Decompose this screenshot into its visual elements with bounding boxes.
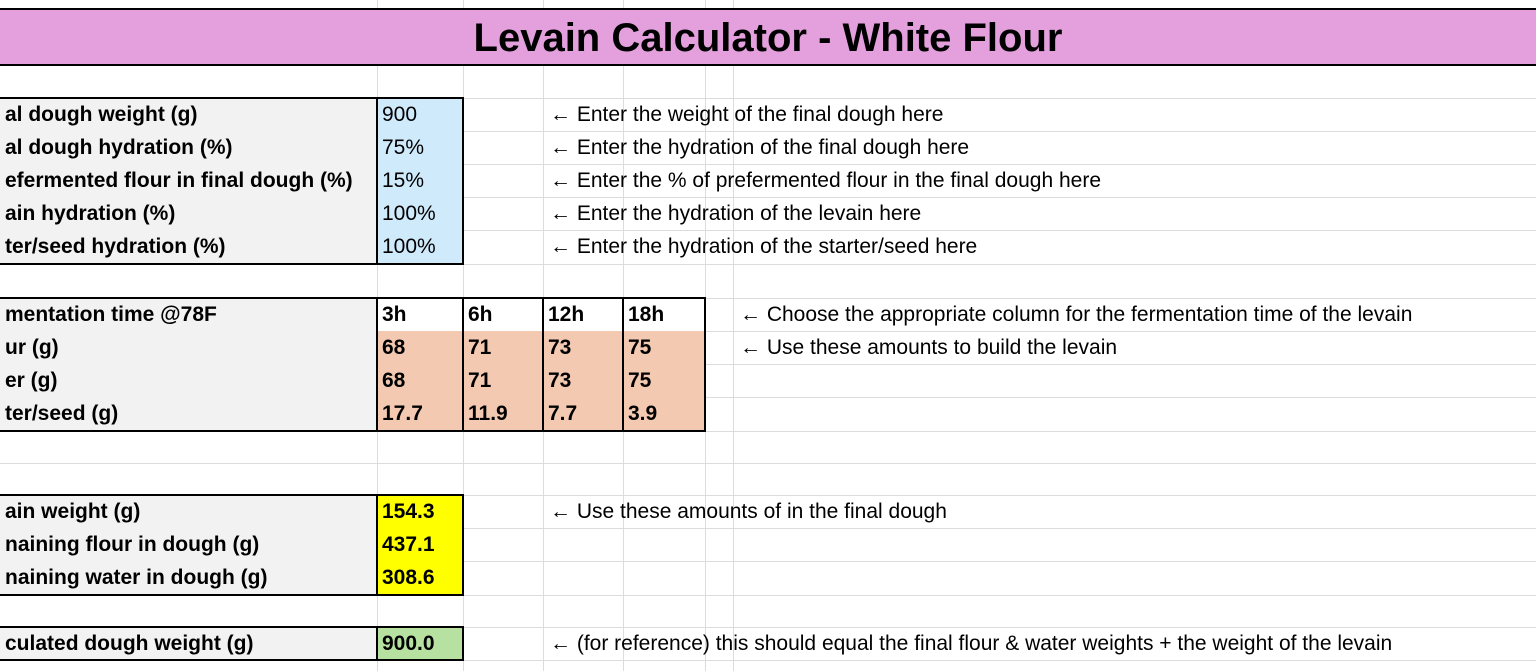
levain-flour-cell[interactable]: 68: [377, 331, 463, 364]
gridline: [0, 463, 1536, 464]
levain-water-cell[interactable]: 68: [377, 364, 463, 397]
input-note: ← Enter the % of prefermented flour in the final dough here: [550, 169, 1101, 192]
levain-water-cell[interactable]: 75: [623, 364, 705, 397]
time-column-18h[interactable]: 18h: [623, 298, 705, 331]
input-label-prefermented-flour: efermented flour in final dough (%): [0, 164, 377, 197]
levain-flour-cell[interactable]: 71: [463, 331, 543, 364]
input-value-border: [376, 97, 464, 265]
remaining-water-value[interactable]: 308.6: [377, 561, 463, 595]
remaining-water-label: naining water in dough (g): [0, 561, 377, 595]
calculated-weight-value[interactable]: 900.0: [377, 627, 463, 660]
levain-flour-label: ur (g): [0, 331, 377, 364]
sheet-title: Levain Calculator - White Flour: [0, 8, 1536, 66]
levain-flour-cell[interactable]: 73: [543, 331, 623, 364]
input-note: ← Enter the hydration of the final dough here: [550, 136, 970, 159]
check-note: ← (for reference) this should equal the final flour & water weights + the weight of the levain: [550, 632, 1393, 655]
input-note: ← Enter the hydration of the starter/seed here: [550, 235, 978, 258]
input-label-starter-hydration: ter/seed hydration (%): [0, 230, 377, 264]
fermentation-col-border: [462, 297, 544, 432]
input-note: ← Enter the weight of the final dough here: [550, 103, 944, 126]
fermentation-note: ← Use these amounts to build the levain: [740, 336, 1118, 359]
starter-hydration-input[interactable]: 100%: [377, 230, 463, 264]
fermentation-note: ← Choose the appropriate column for the fermentation time of the levain: [740, 303, 1413, 326]
results-note: ← Use these amounts of in the final dough: [550, 500, 947, 523]
calculated-weight-label: culated dough weight (g): [0, 627, 377, 660]
levain-weight-value[interactable]: 154.3: [377, 495, 463, 528]
levain-starter-cell[interactable]: 3.9: [623, 397, 705, 431]
levain-water-cell[interactable]: 73: [543, 364, 623, 397]
remaining-flour-value[interactable]: 437.1: [377, 528, 463, 561]
input-label-border: [0, 97, 378, 265]
input-note: ← Enter the hydration of the levain here: [550, 202, 922, 225]
check-value-border: [376, 626, 464, 661]
levain-starter-cell[interactable]: 17.7: [377, 397, 463, 431]
time-column-12h[interactable]: 12h: [543, 298, 623, 331]
input-label-final-dough-weight: al dough weight (g): [0, 98, 377, 131]
fermentation-col-border: [542, 297, 624, 432]
levain-starter-label: ter/seed (g): [0, 397, 377, 431]
levain-flour-cell[interactable]: 75: [623, 331, 705, 364]
input-label-final-dough-hydration: al dough hydration (%): [0, 131, 377, 164]
levain-starter-cell[interactable]: 11.9: [463, 397, 543, 431]
levain-weight-label: ain weight (g): [0, 495, 377, 528]
fermentation-col-border: [376, 297, 464, 432]
time-column-3h[interactable]: 3h: [377, 298, 463, 331]
levain-water-cell[interactable]: 71: [463, 364, 543, 397]
fermentation-time-label: mentation time @78F: [0, 298, 377, 331]
fermentation-label-border: [0, 297, 378, 432]
time-column-6h[interactable]: 6h: [463, 298, 543, 331]
fermentation-col-border: [622, 297, 706, 432]
levain-hydration-input[interactable]: 100%: [377, 197, 463, 230]
final-dough-weight-input[interactable]: 900: [377, 98, 463, 131]
input-label-levain-hydration: ain hydration (%): [0, 197, 377, 230]
levain-starter-cell[interactable]: 7.7: [543, 397, 623, 431]
results-value-border: [376, 494, 464, 596]
check-label-border: [0, 626, 378, 661]
remaining-flour-label: naining flour in dough (g): [0, 528, 377, 561]
final-dough-hydration-input[interactable]: 75%: [377, 131, 463, 164]
levain-water-label: er (g): [0, 364, 377, 397]
results-label-border: [0, 494, 378, 596]
prefermented-flour-input[interactable]: 15%: [377, 164, 463, 197]
